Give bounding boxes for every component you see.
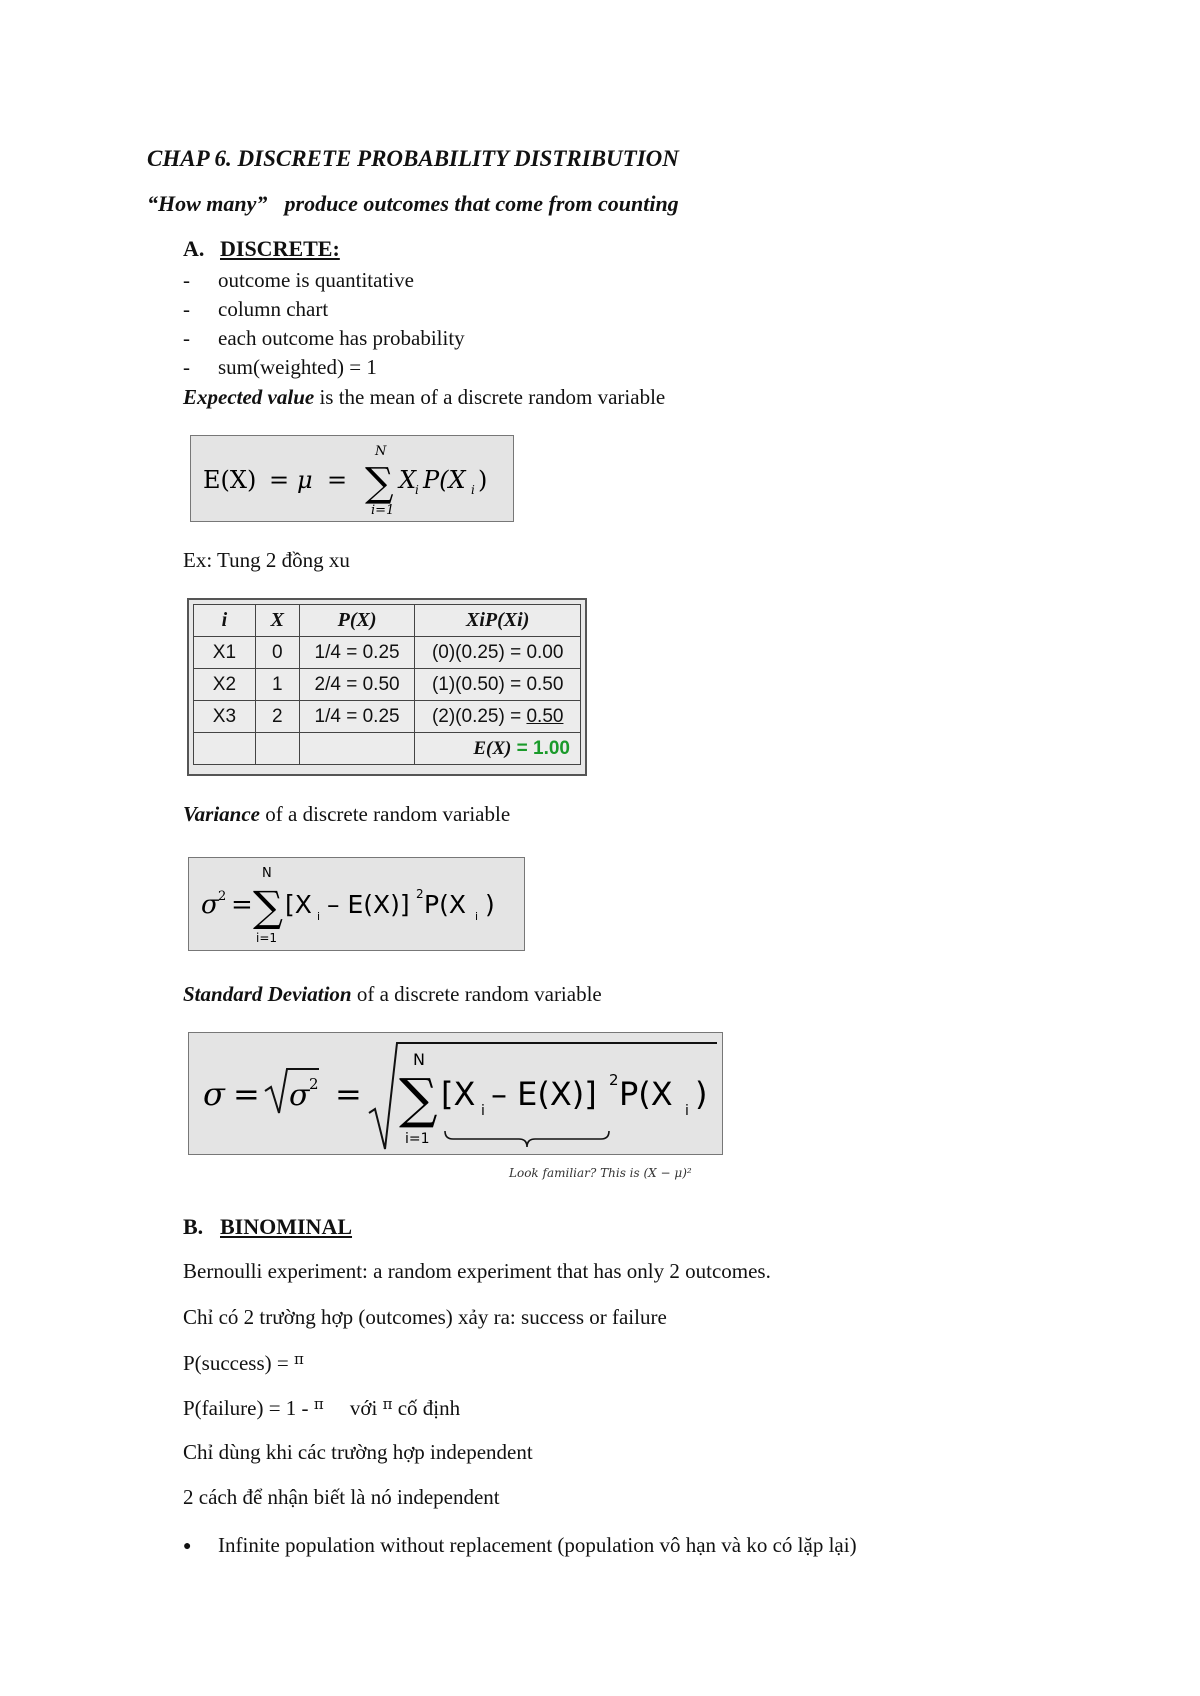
svg-text:N: N: [375, 444, 387, 459]
svg-text:2: 2: [309, 1075, 319, 1093]
expected-value-formula-image: [191, 436, 512, 520]
paragraph: Chỉ dùng khi các trường hợp independent: [183, 1440, 533, 1464]
column-header: XiP(Xi): [415, 605, 581, 637]
svg-text:N: N: [413, 1050, 425, 1069]
svg-text:E(X): E(X): [203, 466, 257, 494]
section-b-heading: [183, 1214, 352, 1240]
p-failure-line: P(failure) = 1 - $^\pi$ với $^\pi$ cố định: [183, 1395, 461, 1420]
svg-text:=: =: [327, 466, 348, 494]
look-familiar-note: Look familiar? This is (X − μ)²: [509, 1166, 692, 1180]
paragraph: 2 cách để nhận biết là nó independent: [183, 1485, 500, 1509]
svg-text:=: =: [233, 1075, 260, 1113]
svg-text:∑: ∑: [399, 1067, 438, 1130]
example-label: Ex: Tung 2 đồng xu: [183, 548, 350, 572]
table-row: X3 2 1/4 = 0.25 (2)(0.25) = 0.50: [194, 701, 581, 733]
svg-text:i: i: [317, 910, 321, 923]
table-header-row: [194, 605, 581, 637]
table-row: X2 1 2/4 = 0.50 (1)(0.50) = 0.50: [194, 669, 581, 701]
expected-value-formula: [190, 435, 514, 522]
svg-text:σ: σ: [289, 1078, 310, 1113]
subtitle: “How many” produce outcomes that come from counting: [147, 191, 668, 216]
svg-text:σ: σ: [201, 890, 219, 920]
column-header: i: [194, 605, 256, 637]
svg-text:): ): [695, 1075, 708, 1113]
svg-text:μ: μ: [297, 466, 313, 494]
svg-text:2: 2: [416, 887, 424, 901]
svg-text:): ): [485, 890, 495, 919]
svg-text:i: i: [481, 1103, 485, 1119]
svg-text:N: N: [262, 866, 272, 881]
paragraph: Chỉ có 2 trường hợp (outcomes) xảy ra: success or failure: [183, 1305, 667, 1329]
svg-text:– E(X)]: – E(X)]: [327, 890, 410, 919]
list-item: - sum(weighted) = 1: [183, 355, 377, 379]
svg-text:i: i: [471, 483, 475, 497]
svg-text:P(X: P(X: [424, 890, 466, 919]
example-table-frame: [187, 598, 587, 776]
list-item: - column chart: [183, 297, 329, 321]
svg-text:i: i: [475, 910, 479, 923]
svg-text:[X: [X: [285, 890, 312, 919]
svg-text:i: i: [415, 483, 419, 497]
list-item: - each outcome has probability: [183, 326, 465, 350]
p-success-line: P(success) = $^\pi$: [183, 1350, 304, 1375]
variance-formula: [188, 857, 525, 951]
page-title: CHAP 6. DISCRETE PROBABILITY DISTRIBUTION: [147, 146, 679, 171]
standard-deviation-formula: [188, 1032, 723, 1155]
svg-text:=: =: [231, 890, 253, 920]
example-table: [193, 604, 581, 765]
paragraph: Bernoulli experiment: a random experiment that has only 2 outcomes.: [183, 1259, 771, 1283]
bullet-icon: ●: [183, 1539, 192, 1554]
list-item: - outcome is quantitative: [183, 268, 414, 292]
svg-text:σ: σ: [203, 1075, 225, 1113]
list-item: ● Infinite population without replacement (population vô hạn và ko có lặp lại): [183, 1533, 857, 1557]
column-header: P(X): [299, 605, 415, 637]
standard-deviation-formula-image: [189, 1033, 721, 1153]
svg-text:∑: ∑: [253, 882, 283, 931]
svg-text:i=1: i=1: [405, 1131, 430, 1147]
svg-text:=: =: [269, 466, 290, 494]
column-header: X: [255, 605, 299, 637]
expected-value-line: Expected value is the mean of a discrete random variable: [183, 385, 666, 409]
svg-text:P(X: P(X: [619, 1075, 673, 1113]
variance-formula-image: [189, 858, 523, 949]
section-b-letter: B.: [183, 1214, 204, 1239]
pi-symbol: π: [382, 1395, 393, 1413]
svg-text:): ): [478, 466, 488, 494]
svg-text:i=1: i=1: [256, 931, 278, 945]
table-total-row: [194, 733, 581, 765]
svg-text:[X: [X: [441, 1075, 476, 1113]
standard-deviation-line: Standard Deviation of a discrete random variable: [183, 982, 602, 1006]
svg-text:i=1: i=1: [371, 503, 395, 518]
expected-value-cell: E(X) = 1.00: [415, 733, 581, 765]
section-a-title: DISCRETE:: [220, 236, 340, 261]
svg-text:– E(X)]: – E(X)]: [491, 1075, 597, 1113]
svg-text:2: 2: [218, 889, 227, 904]
svg-text:2: 2: [609, 1071, 619, 1089]
section-a-heading: [183, 236, 340, 262]
svg-text:i: i: [685, 1103, 689, 1119]
svg-text:∑: ∑: [365, 460, 394, 506]
table-row: X1 0 1/4 = 0.25 (0)(0.25) = 0.00: [194, 637, 581, 669]
variance-line: Variance of a discrete random variable: [183, 802, 511, 826]
pi-symbol: π: [294, 1350, 304, 1368]
pi-symbol: π: [313, 1395, 324, 1413]
svg-text:P(X: P(X: [423, 466, 466, 494]
section-a-letter: A.: [183, 236, 205, 261]
section-b-title: BINOMINAL: [220, 1214, 353, 1239]
svg-text:X: X: [399, 466, 417, 494]
svg-text:=: =: [335, 1075, 362, 1113]
